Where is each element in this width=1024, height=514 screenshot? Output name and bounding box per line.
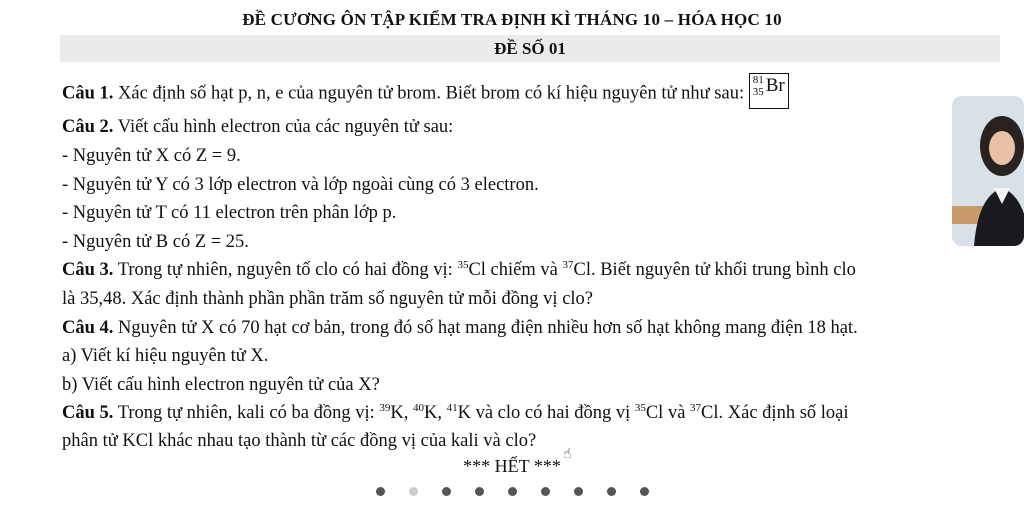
question-4-part-b: b) Viết cấu hình electron nguyên tử của X? xyxy=(62,375,380,395)
carousel-dot[interactable] xyxy=(475,487,484,496)
question-5-text: K, xyxy=(390,403,413,423)
carousel-dot[interactable] xyxy=(574,487,583,496)
carousel-dot[interactable] xyxy=(442,487,451,496)
question-5-text: Cl và xyxy=(645,403,691,423)
question-1 xyxy=(62,76,789,112)
isotope-mass: 35 xyxy=(457,259,469,271)
question-5-text: Trong tự nhiên, kali có ba đồng vị: xyxy=(113,403,380,423)
question-2-item: - Nguyên tử B có Z = 25. xyxy=(62,232,249,252)
isotope-mass: 35 xyxy=(634,402,646,414)
hand-cursor-icon: ☝ xyxy=(563,446,572,462)
question-3-text: Cl. Biết nguyên tử khối trung bình clo xyxy=(573,260,856,280)
document-title: ĐỀ CƯƠNG ÔN TẬP KIỂM TRA ĐỊNH KÌ THÁNG 10 – HÓA HỌC 10 xyxy=(242,10,782,29)
presenter-video[interactable] xyxy=(952,96,1024,246)
question-1-label: Câu 1. xyxy=(62,83,114,104)
question-2 xyxy=(62,117,453,138)
exam-number-banner xyxy=(60,35,1000,62)
question-2-item: - Nguyên tử Y có 3 lớp electron và lớp ngoài cùng có 3 electron. xyxy=(62,175,539,195)
atomic-symbol-box xyxy=(749,73,789,109)
isotope-mass: 37 xyxy=(690,402,702,414)
question-3-line-2: là 35,48. Xác định thành phần phần trăm số nguyên tử mỗi đồng vị clo? xyxy=(62,289,594,309)
question-3-text: Trong tự nhiên, nguyên tố clo có hai đồng vị: xyxy=(113,260,458,280)
question-5-text: K và clo có hai đồng vị xyxy=(457,403,635,423)
question-4-label: Câu 4. xyxy=(62,318,114,338)
carousel-dot[interactable] xyxy=(508,487,517,496)
caption-strip xyxy=(0,494,1024,514)
isotope-mass: 39 xyxy=(379,402,391,414)
question-1-text: Xác định số hạt p, n, e của nguyên tử brom. Biết brom có kí hiệu nguyên tử như sau: xyxy=(113,83,749,104)
isotope-mass: 40 xyxy=(412,402,424,414)
carousel-dot[interactable] xyxy=(376,487,385,496)
question-2-item: - Nguyên tử X có Z = 9. xyxy=(62,146,241,166)
element-symbol: Br xyxy=(765,75,785,96)
presenter-image xyxy=(952,96,1024,246)
exam-number: ĐỀ SỐ 01 xyxy=(494,39,566,58)
mass-number: 81 xyxy=(752,74,764,86)
question-5-text: K, xyxy=(423,403,447,423)
question-5-text: Cl. Xác định số loại xyxy=(701,403,849,423)
question-2-text: Viết cấu hình electron của các nguyên tử sau: xyxy=(113,117,454,137)
isotope-mass: 41 xyxy=(446,402,458,414)
question-3-label: Câu 3. xyxy=(62,260,114,280)
question-5-line-2: phân tử KCl khác nhau tạo thành từ các đồng vị của kali và clo? xyxy=(62,431,537,451)
question-2-item: - Nguyên tử T có 11 electron trên phân lớp p. xyxy=(62,203,397,223)
question-3 xyxy=(62,260,856,281)
question-4-part-a: a) Viết kí hiệu nguyên tử X. xyxy=(62,346,269,366)
question-2-label: Câu 2. xyxy=(62,117,114,137)
question-4 xyxy=(62,318,858,339)
carousel-dot[interactable] xyxy=(640,487,649,496)
question-5 xyxy=(62,403,849,424)
question-5-label: Câu 5. xyxy=(62,403,114,423)
end-marker: *** HẾT *** xyxy=(463,456,561,476)
isotope-mass: 37 xyxy=(562,259,574,271)
atomic-number: 35 xyxy=(752,86,764,98)
question-4-text: Nguyên tử X có 70 hạt cơ bản, trong đó số hạt mang điện nhiều hơn số hạt không mang điện 18 hạt. xyxy=(113,318,858,338)
question-3-text: Cl chiếm và xyxy=(468,260,563,280)
carousel-dot[interactable] xyxy=(607,487,616,496)
carousel-dots xyxy=(0,487,1024,496)
carousel-dot[interactable] xyxy=(541,487,550,496)
carousel-dot-active[interactable] xyxy=(409,487,418,496)
